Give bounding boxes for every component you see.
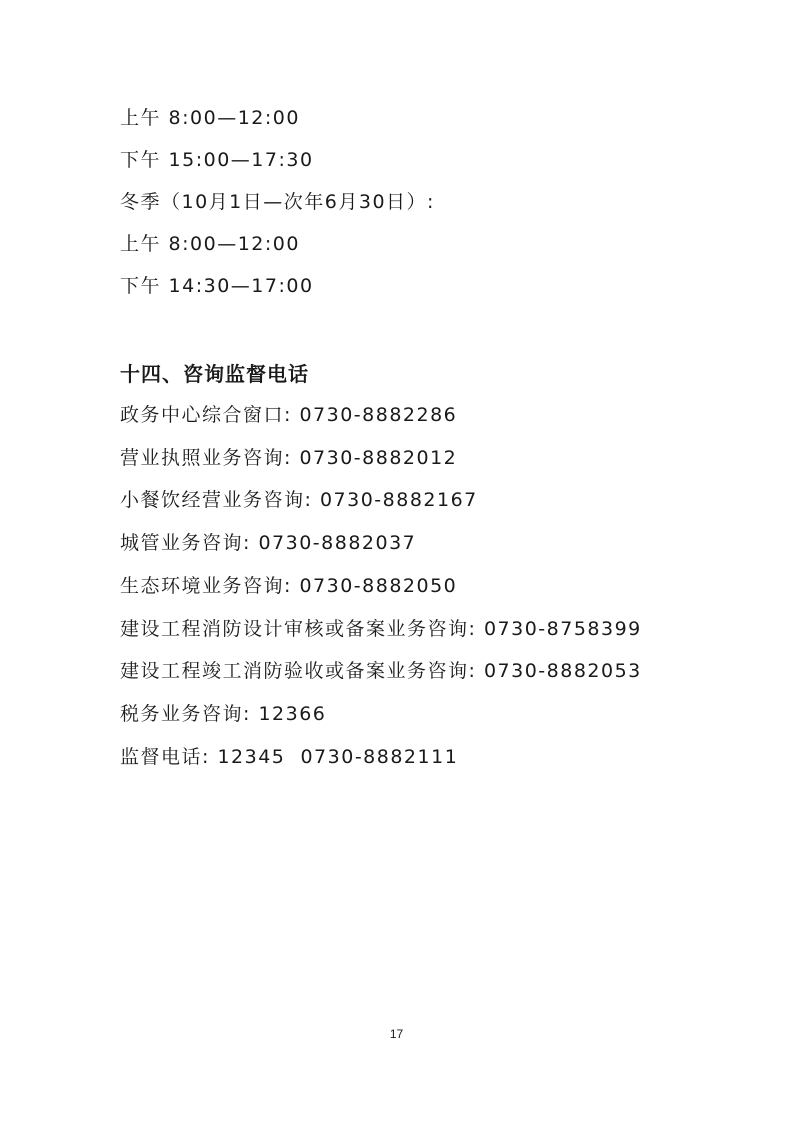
winter-morning-hours: 上午 8:00—12:00 [120,233,300,255]
contact-line: 建设工程竣工消防验收或备案业务咨询: 0730-8882053 [120,660,642,682]
contact-line: 营业执照业务咨询: 0730-8882012 [120,447,458,469]
contact-line: 小餐饮经营业务咨询: 0730-8882167 [120,489,478,511]
winter-afternoon-hours: 下午 14:30—17:00 [120,275,314,297]
page-number: 17 [389,1027,404,1041]
contact-line: 税务业务咨询: 12366 [120,703,327,725]
summer-morning-hours: 上午 8:00—12:00 [120,107,300,129]
section-heading: 十四、咨询监督电话 [120,362,309,386]
contact-line: 建设工程消防设计审核或备案业务咨询: 0730-8758399 [120,618,642,640]
supervision-hotline: 监督电话: 12345 0730-8882111 [120,746,459,768]
winter-season-title: 冬季（10月1日—次年6月30日）: [120,191,435,213]
contact-line: 政务中心综合窗口: 0730-8882286 [120,404,458,426]
contact-line: 生态环境业务咨询: 0730-8882050 [120,575,458,597]
summer-afternoon-hours: 下午 15:00—17:30 [120,149,314,171]
contact-line: 城管业务咨询: 0730-8882037 [120,532,417,554]
